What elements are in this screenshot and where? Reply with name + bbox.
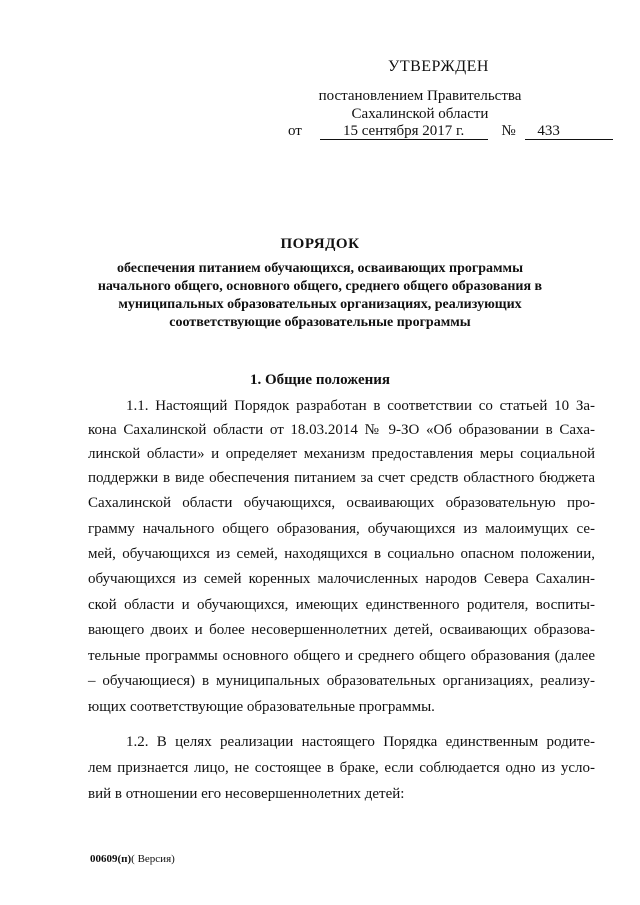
- paragraph-1-2-line: вий в отношении его несовершеннолетних детей:: [88, 786, 405, 802]
- document-title: ПОРЯДОК: [280, 236, 360, 252]
- footer-version: ( Версия): [131, 853, 175, 865]
- decree-number-label: №: [501, 123, 516, 139]
- section-heading: 1. Общие положения: [249, 372, 391, 388]
- paragraph-1-1-line: 1.1. Настоящий Порядок разработан в соответствии со статьей 10 За-: [126, 398, 595, 414]
- paragraph-1-1-line: мей, обучающихся из семей, находящихся в социально опасном положении,: [88, 546, 595, 562]
- paragraph-1-2-line: 1.2. В целях реализации настоящего Порядка единственным родите-: [126, 734, 595, 750]
- paragraph-1-1-line: тельные программы основного общего и среднего общего образования (далее: [88, 648, 595, 664]
- decree-date: 15 сентября 2017 г.: [320, 123, 488, 140]
- paragraph-1-1-line: ющих соответствующие образовательные программы.: [88, 699, 435, 715]
- decree-from-label: от: [288, 123, 302, 139]
- paragraph-1-1-line: обучающихся из семей коренных малочисленных народов Севера Сахалин-: [88, 571, 595, 587]
- paragraph-1-1-line: вающего двоих и более несовершеннолетних детей, осваивающих образова-: [88, 622, 595, 638]
- subtitle-line: начального общего, основного общего, среднего общего образования в: [97, 279, 543, 294]
- paragraph-1-2-line: лем признается лицо, не состоящее в браке, если соблюдается одно из усло-: [88, 760, 595, 776]
- document-subtitle: [60, 260, 580, 332]
- approval-authority: постановлением Правительства: [318, 88, 522, 104]
- paragraph-1-1-line: ской области и обучающихся, имеющих единственного родителя, воспиты-: [88, 597, 595, 613]
- paragraph-1-1-line: поддержки в виде обеспечения питанием за счет средств областного бюджета: [88, 470, 595, 486]
- footer-code: 00609(п): [90, 853, 132, 865]
- paragraph-1-1-line: грамму начального общего образования, обучающихся из малоимущих се-: [88, 521, 595, 537]
- approval-title: УТВЕРЖДЕН: [388, 58, 489, 75]
- paragraph-1-1-line: кона Сахалинской области от 18.03.2014 № 9-ЗО «Об образовании в Саха-: [88, 422, 595, 438]
- paragraph-1-1-line: линской области» и определяет механизм предоставления меры социальной: [88, 446, 595, 462]
- subtitle-line: обеспечения питанием обучающихся, осваивающих программы: [116, 261, 524, 276]
- paragraph-1-1-line: – обучающиеся) в муниципальных образовательных организациях, реализу-: [88, 673, 595, 689]
- decree-number: 433: [525, 123, 613, 140]
- subtitle-line: муниципальных образовательных организациях, реализующих: [118, 297, 522, 312]
- approval-region: Сахалинской области: [351, 106, 489, 122]
- paragraph-1-1-line: Сахалинской области обучающихся, осваивающих образовательную про-: [88, 495, 595, 511]
- subtitle-line: соответствующие образовательные программы: [169, 315, 471, 330]
- decree-reference: [288, 122, 613, 140]
- footer-document-code: [90, 853, 175, 865]
